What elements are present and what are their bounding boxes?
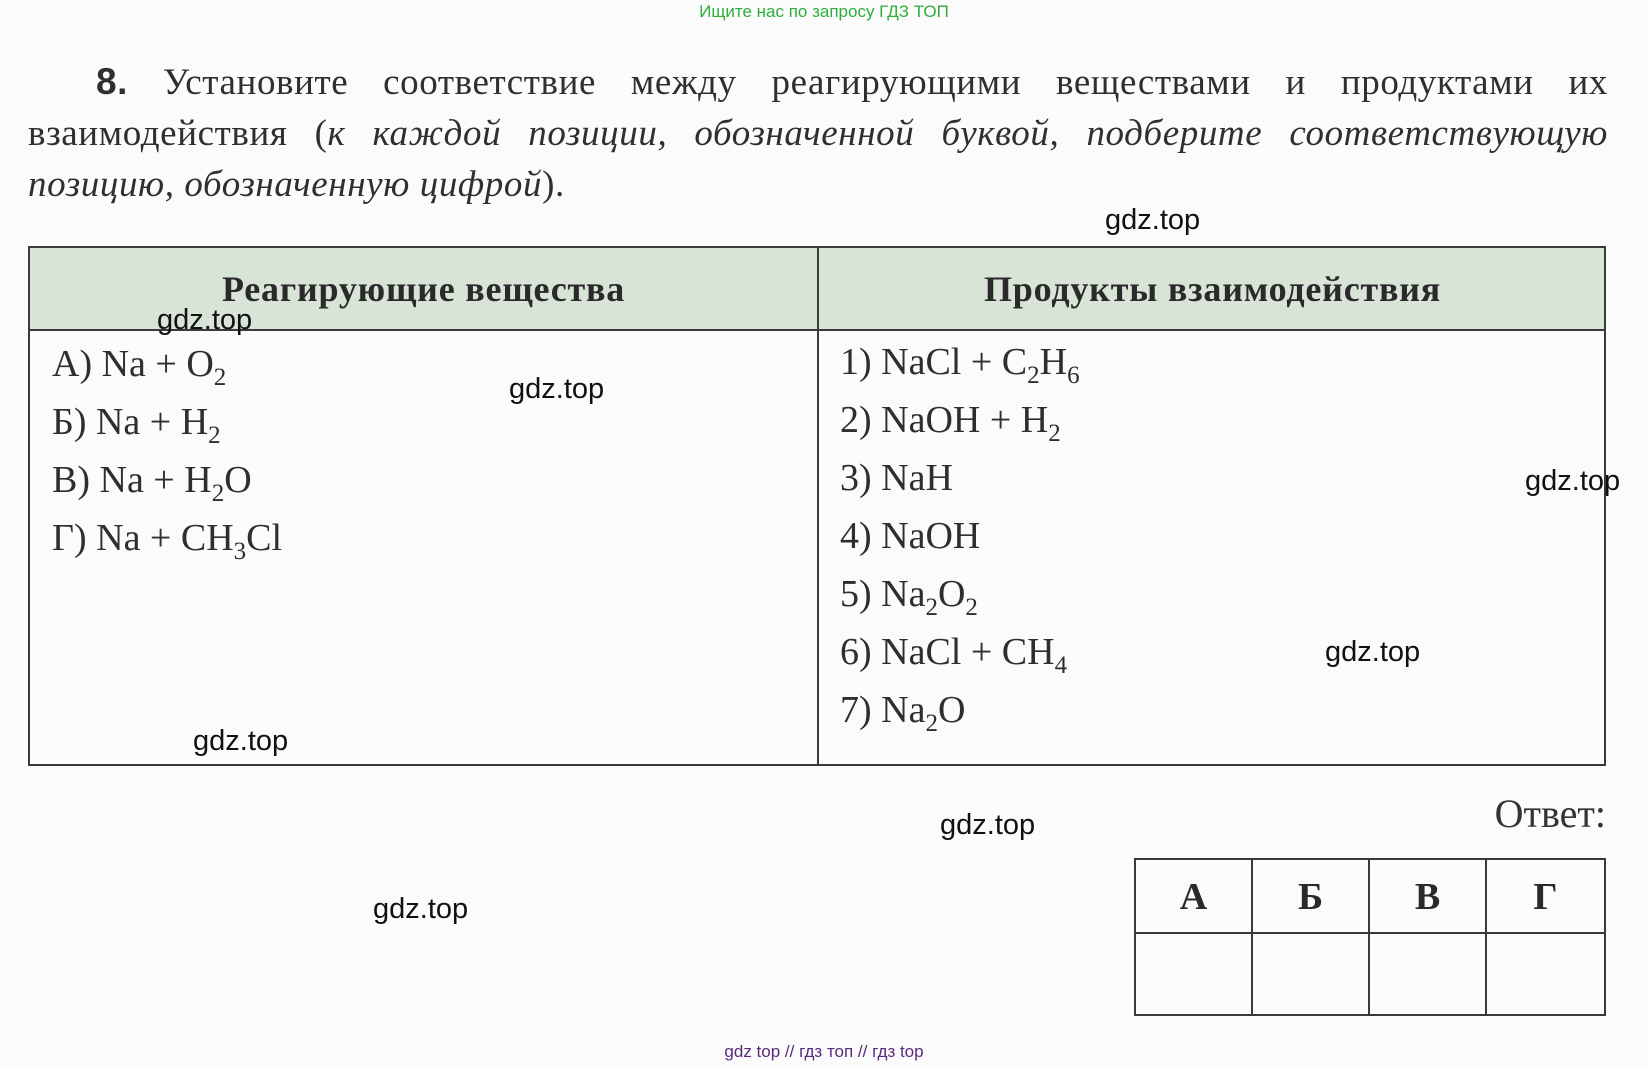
formula-text: Na <box>881 689 926 731</box>
watermark: gdz.top <box>193 725 289 757</box>
watermark: gdz.top <box>1105 204 1201 236</box>
table-divider <box>817 248 819 764</box>
product-item-label: 4) <box>840 515 882 557</box>
watermark: gdz.top <box>1525 465 1621 497</box>
product-item-3 <box>840 456 953 500</box>
task-instruction: к каждой позиции, обозначенной буквой, подберите соответствующую позицию, обозначенную цифрой <box>28 113 1608 205</box>
reactant-item-label: Г) <box>52 517 97 559</box>
task-number: 8. <box>96 61 129 102</box>
formula-text: NaOH <box>881 515 981 557</box>
answer-cell-v[interactable] <box>1370 934 1487 1014</box>
formula-subscript: 2 <box>1048 420 1061 447</box>
task-end: ). <box>542 164 565 205</box>
watermark: gdz.top <box>373 893 469 925</box>
formula-text: NaOH + H <box>881 399 1049 441</box>
watermark: gdz.top <box>1325 636 1421 668</box>
footer-links: gdz top // гдз топ // гдз top <box>724 1042 924 1061</box>
reactant-item-1 <box>52 342 227 391</box>
task-text <box>28 56 1608 210</box>
product-item-label: 2) <box>840 399 882 441</box>
formula-text: Na <box>881 573 926 615</box>
formula-text: H <box>1039 341 1068 383</box>
reactant-item-2 <box>52 400 221 449</box>
formula-subscript: 2 <box>211 480 225 507</box>
formula-text: Na + H <box>99 459 212 501</box>
answer-column-b: Б <box>1253 860 1370 934</box>
formula-text: Na + H <box>95 401 209 443</box>
formula-text: NaCl + C <box>881 341 1028 383</box>
answer-cell-g[interactable] <box>1487 934 1604 1014</box>
header-reactants: Реагирующие вещества <box>221 269 626 309</box>
formula-subscript: 2 <box>208 422 221 449</box>
product-item-6 <box>840 630 1068 679</box>
formula-text: Na + O <box>101 343 214 385</box>
product-item-label: 1) <box>840 341 882 383</box>
watermark: gdz.top <box>157 304 253 336</box>
formula-text: NaH <box>881 457 953 499</box>
formula-subscript: 4 <box>1054 652 1068 679</box>
product-item-4 <box>840 514 980 558</box>
formula-subscript: 2 <box>213 364 227 391</box>
formula-text: NaCl + CH <box>881 631 1055 673</box>
answer-label: Ответ: <box>1494 791 1606 836</box>
product-item-label: 3) <box>840 457 882 499</box>
answer-cell-a[interactable] <box>1136 934 1253 1014</box>
product-item-label: 6) <box>840 631 882 673</box>
formula-subscript: 2 <box>965 594 978 621</box>
formula-text: Na + CH <box>96 517 234 559</box>
formula-subscript: 3 <box>233 538 247 565</box>
formula-subscript: 2 <box>925 594 938 621</box>
formula-subscript: 6 <box>1067 362 1080 389</box>
answer-column-v: В <box>1370 860 1487 934</box>
product-item-label: 7) <box>840 689 882 731</box>
product-item-label: 5) <box>840 573 882 615</box>
answer-cell-b[interactable] <box>1253 934 1370 1014</box>
formula-text: Cl <box>246 517 283 559</box>
answer-column-g: Г <box>1487 860 1604 934</box>
task-statement: Установите соответствие между реагирующими веществами и продуктами их взаимодействия ( <box>28 62 1608 154</box>
answer-grid <box>1134 858 1606 1016</box>
reactant-item-3 <box>52 458 252 507</box>
watermark: gdz.top <box>509 373 605 405</box>
reactant-item-label: Б) <box>52 401 96 443</box>
header-products: Продукты взаимодействия <box>983 269 1442 309</box>
watermark: gdz.top <box>940 809 1036 841</box>
formula-subscript: 2 <box>1027 362 1040 389</box>
reactant-item-4 <box>52 516 283 565</box>
reactant-item-label: А) <box>52 343 102 385</box>
formula-text: O <box>937 573 966 615</box>
matching-table <box>28 246 1606 766</box>
top-banner: Ищите нас по запросу ГДЗ ТОП <box>699 2 949 21</box>
product-item-2 <box>840 398 1061 447</box>
product-item-5 <box>840 572 978 621</box>
formula-text: O <box>937 689 966 731</box>
formula-subscript: 2 <box>925 710 938 737</box>
formula-text: O <box>224 459 252 501</box>
product-item-7 <box>840 688 966 737</box>
reactant-item-label: В) <box>52 459 100 501</box>
product-item-1 <box>840 340 1080 389</box>
answer-column-a: А <box>1136 860 1253 934</box>
